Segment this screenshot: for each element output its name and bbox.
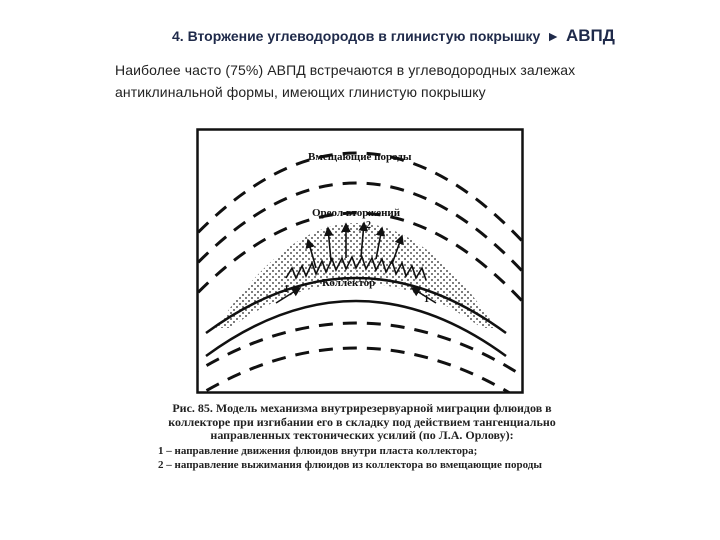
label-host-rocks: Вмещающие породы <box>308 151 412 163</box>
caption-legend-2: 2 – направление выжимания флюидов из коллектора во вмещающие породы <box>158 459 542 471</box>
intrusion-halo <box>216 223 496 328</box>
slide-title-suffix: АВПД <box>565 26 615 45</box>
label-halo: Ореол вторжений <box>312 207 401 219</box>
caption-legend-1: 1 – направление движения флюидов внутри пласта коллектора; <box>158 444 478 457</box>
host-rock-layers-lower <box>196 323 524 394</box>
slide-title <box>172 26 615 46</box>
slide-title-text: 4. Вторжение углеводородов в глинистую покрышку <box>172 28 541 44</box>
marker-2: 2 <box>366 220 371 231</box>
label-reservoir: Коллектор <box>322 277 376 289</box>
figure-caption <box>152 402 572 472</box>
anticline-figure <box>196 128 524 394</box>
anticline-diagram <box>196 128 524 394</box>
body-paragraph: Наиболее часто (75%) АВПД встречаются в углеводородных залежах антиклинальной формы, имеющих глинистую покрышку <box>115 62 576 100</box>
arrow-icon: ► <box>546 28 561 44</box>
caption-main: Рис. 85. Модель механизма внутрирезервуарной миграции флюидов в коллекторе при изгибании его в складку под действием тангенциально направленных тектонических усилий (по Л.А. Орлову): <box>168 401 556 442</box>
marker-1-right: 1 <box>424 294 429 305</box>
marker-1-left: 1 <box>284 284 289 295</box>
